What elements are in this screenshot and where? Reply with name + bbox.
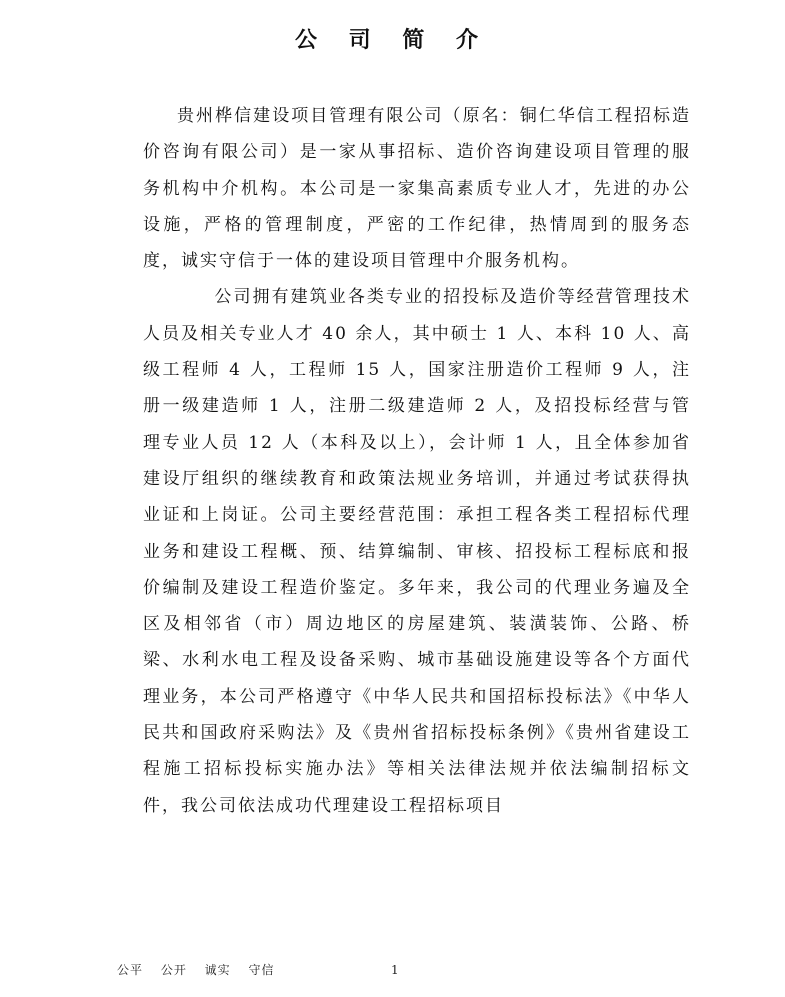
motto-text: 公平 公开 诚实 守信 bbox=[117, 963, 275, 977]
paragraph-company-overview: 贵州桦信建设项目管理有限公司（原名：铜仁华信工程招标造价咨询有限公司）是一家从事招标、造价咨询建设项目管理的服务机构中介机构。本公司是一家集高素质专业人才，先进的办公设施，严格的管理制度，严密的工作纪律，热情周到的服务态度，诚实守信于一体的建设项目管理中介服务机构。 bbox=[143, 106, 691, 272]
document-body bbox=[143, 98, 691, 824]
paragraph-staff-and-business: 公司拥有建筑业各类专业的招投标及造价等经营管理技术人员及相关专业人才 40 余人，其中硕士 1 人、本科 10 人、高级工程师 4 人，工程师 15 人，国家注册造价工程师 9 人，注册一级建造师 1 人，注册二级建造师 2 人，及招投标经营与管理专业人员 12 人（本科及以上），会计师 1 人，且全体参加省建设厅组织的继续教育和政策法规业务培训，并通过考试获得执业证和上岗证。公司主要经营范围：承担工程各类工程招标代理业务和建设工程概、预、结算编制、审核、招投标工程标底和报价编制及建设工程造价鉴定。多年来，我公司的代理业务遍及全区及相邻省（市）周边地区的房屋建筑、装潢装饰、公路、桥梁、水利水电工程及设备采购、城市基础设施建设等各个方面代理业务，本公司严格遵守《中华人民共和国招标投标法》《中华人民共和国政府采购法》及《贵州省招标投标条例》《贵州省建设工程施工招标投标实施办法》等相关法律法规并依法编制招标文件，我公司依法成功代理建设工程招标项目 bbox=[143, 287, 691, 816]
page-title: 公 司 简 介 bbox=[295, 28, 490, 53]
page-number: 1 bbox=[391, 963, 399, 977]
footer-motto bbox=[117, 962, 274, 978]
